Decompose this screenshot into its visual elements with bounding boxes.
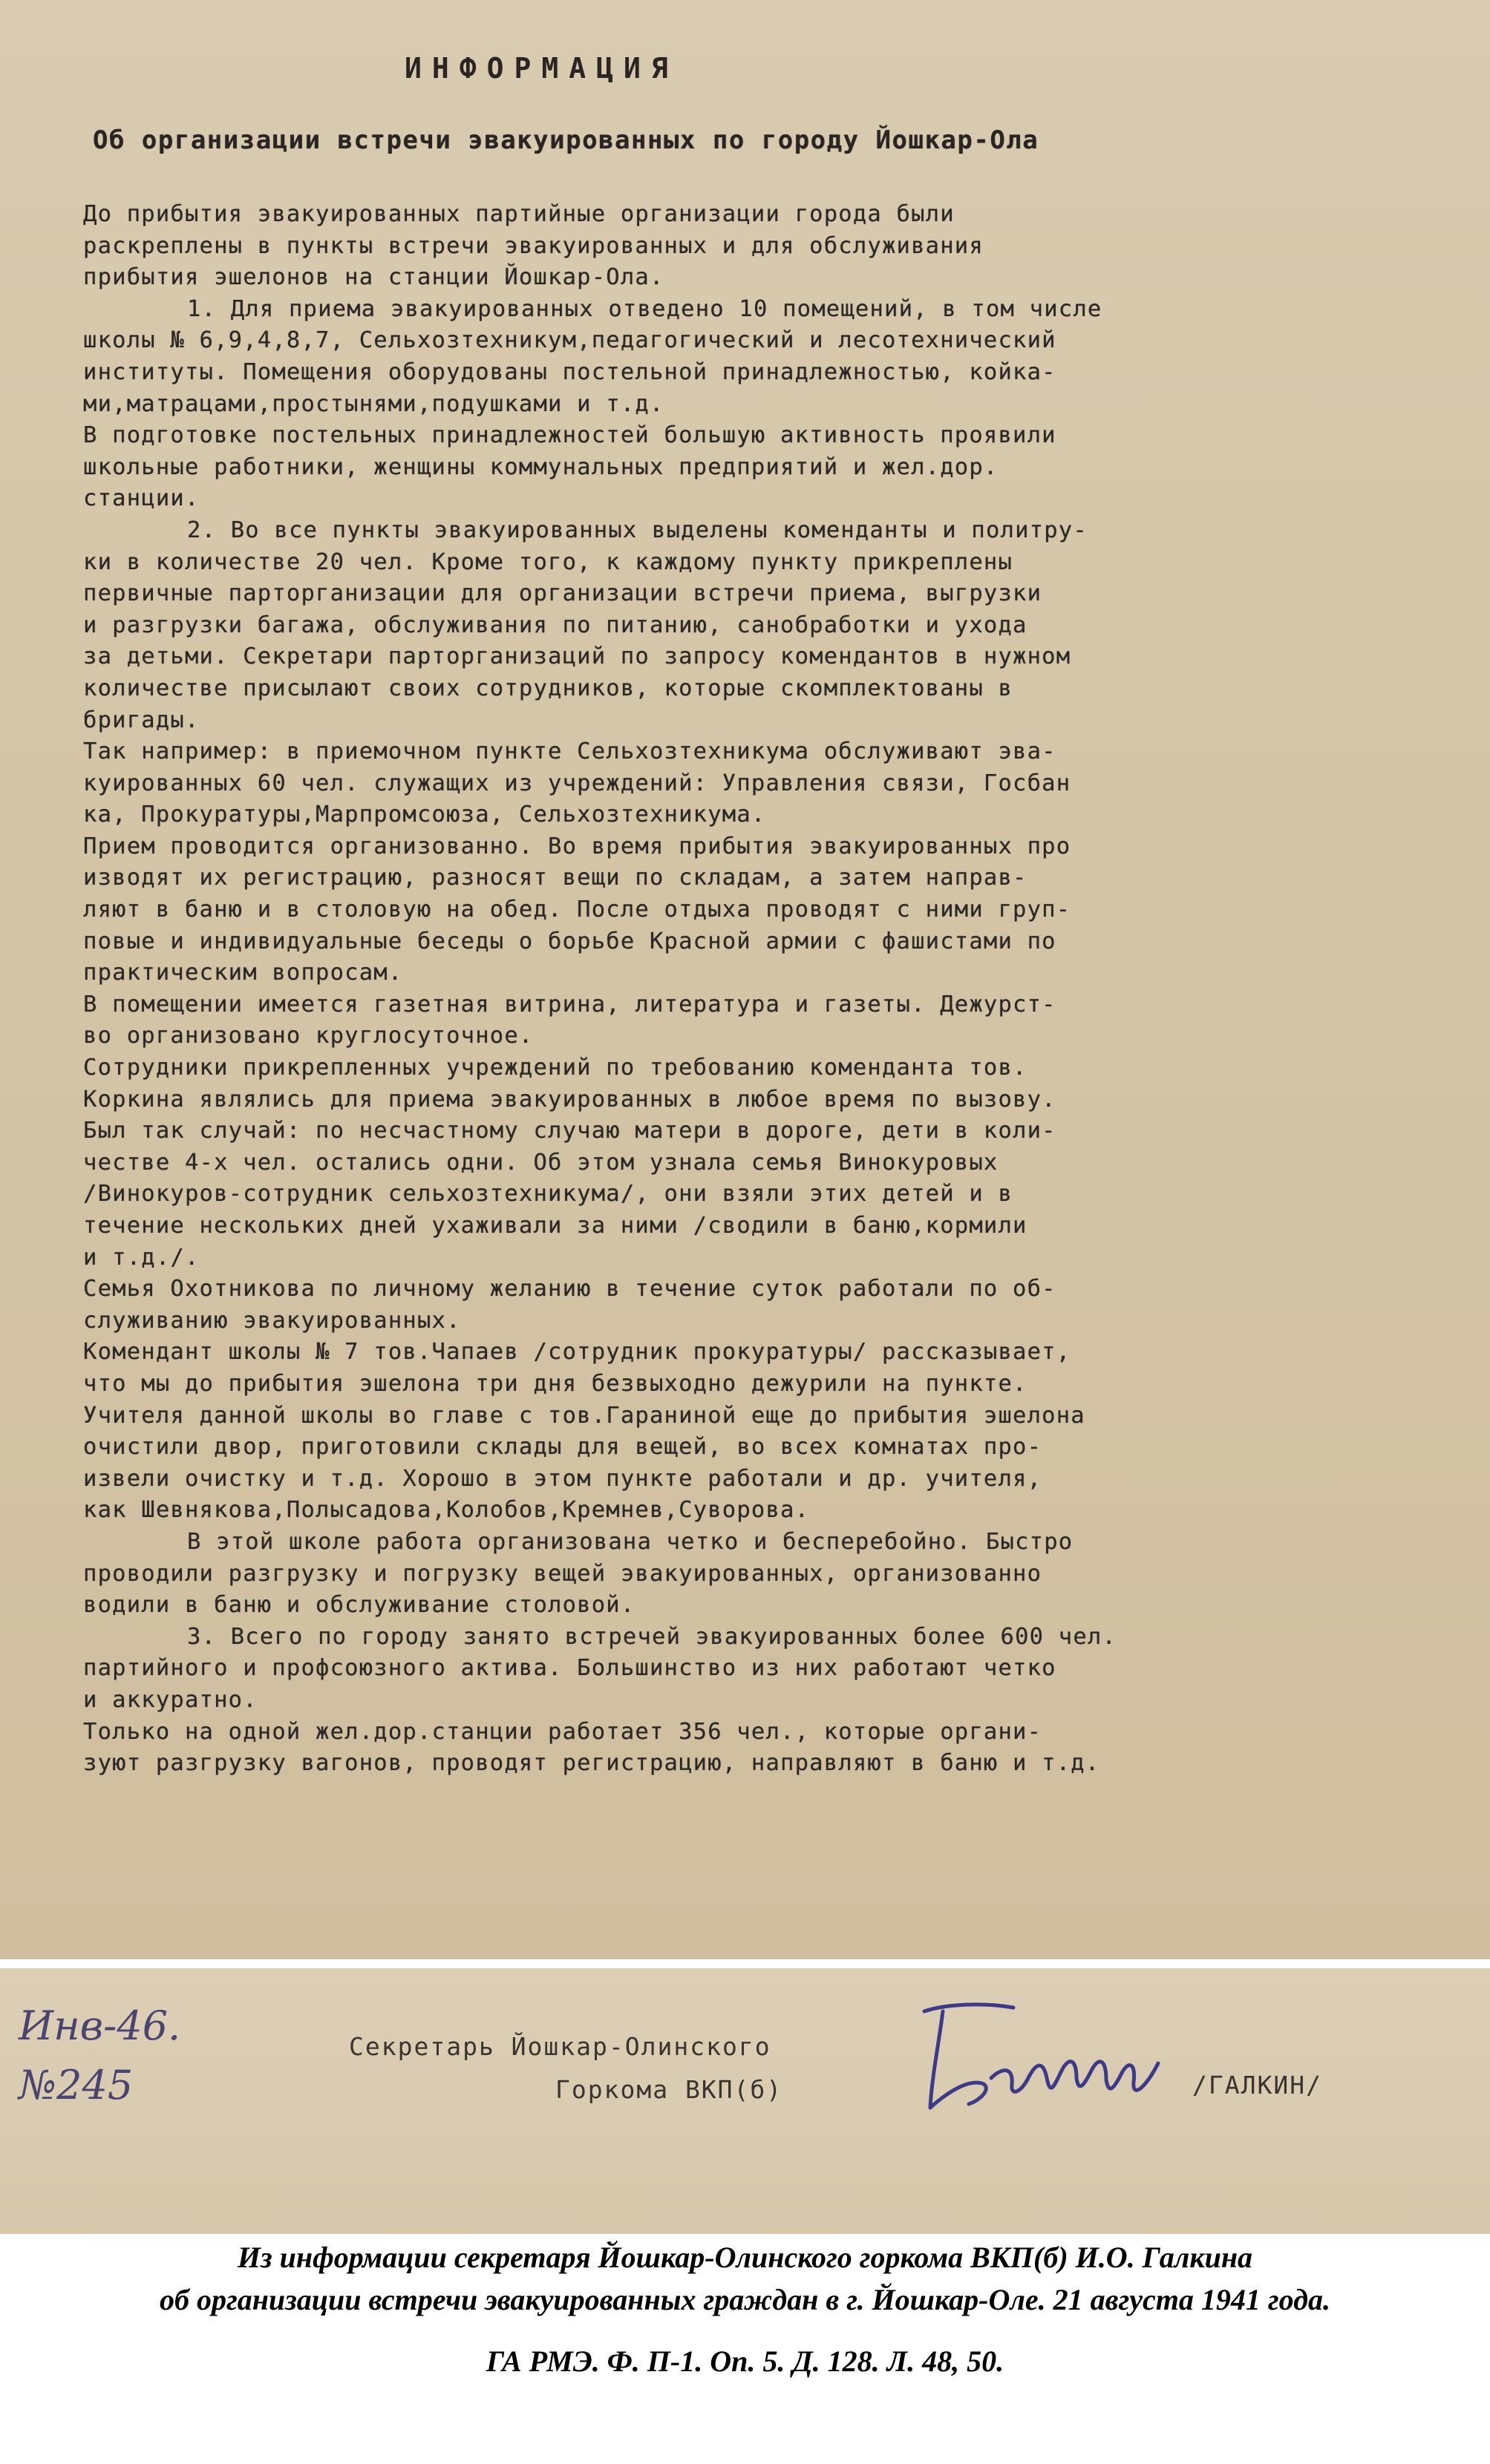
document-line: Сотрудники прикрепленных учреждений по требованию коменданта тов. xyxy=(83,1055,1027,1081)
document-line: ми,матрацами,простынями,подушками и т.д. xyxy=(83,390,664,417)
caption-line-1: Из информации секретаря Йошкар-Олинского горкома ВКП(б) И.О. Галкина xyxy=(237,2241,1253,2274)
page-separator xyxy=(0,1959,1490,1968)
document-line: ки в количестве 20 чел. Кроме того, к каждому пункту прикреплены xyxy=(83,548,1013,575)
document-line: количестве присылают своих сотрудников, которые скомплектованы в xyxy=(83,675,1013,701)
document-line: 3. Всего по городу занято встречей эвакуированных более 600 чел. xyxy=(187,1623,1117,1650)
document-line: До прибытия эвакуированных партийные организации города были xyxy=(83,201,955,227)
document-line: изводят их регистрацию, разносят вещи по складам, а затем направ- xyxy=(83,865,1027,891)
document-line: проводили разгрузку и погрузку вещей эвакуированных, организованно xyxy=(83,1560,1042,1587)
document-line: Только на одной жел.дор.станции работает 356 чел., которые органи- xyxy=(83,1718,1042,1745)
caption-archive-reference: ГА РМЭ. Ф. П-1. Оп. 5. Д. 128. Л. 48, 50. xyxy=(486,2345,1004,2378)
document-line: 2. Во все пункты эвакуированных выделены коменданты и политру- xyxy=(187,517,1088,543)
document-line: станции. xyxy=(83,485,200,512)
document-line: Комендант школы № 7 тов.Чапаев /сотрудник прокуратуры/ рассказывает, xyxy=(83,1339,1071,1366)
document-title: ИНФОРМАЦИЯ xyxy=(405,52,679,85)
document-line: во организовано круглосуточное. xyxy=(83,1023,534,1049)
document-line: Коркина являлись для приема эвакуированных в любое время по вызову. xyxy=(83,1086,1056,1113)
handwritten-signature xyxy=(902,1996,1214,2123)
document-line: куированных 60 чел. служащих из учреждений: Управления связи, Госбан xyxy=(83,770,1071,796)
handnote-line-1: Инв-46. xyxy=(19,2002,181,2049)
document-line: и аккуратно. xyxy=(83,1686,258,1713)
document-line: честве 4-х чел. остались одни. Об этом узнала семья Винокуровых xyxy=(83,1149,999,1176)
handwritten-archive-note xyxy=(19,1996,180,2115)
document-line: Семья Охотникова по личному желанию в течение суток работали по об- xyxy=(83,1276,1056,1303)
document-line: бригады. xyxy=(83,707,200,733)
document-line: В подготовке постельных принадлежностей большую активность проявили xyxy=(83,422,1056,449)
document-body xyxy=(83,199,1117,1780)
document-line: очистили двор, приготовили склады для вещей, во всех комнатах про- xyxy=(83,1434,1042,1461)
signatory-position-line-1: Секретарь Йошкар-Олинского xyxy=(349,2032,771,2061)
document-line: извели очистку и т.д. Хорошо в этом пункте работали и др. учителя, xyxy=(83,1465,1042,1492)
document-line: школьные работники, женщины коммунальных предприятий и жел.дор. xyxy=(83,453,999,480)
document-line: прибытия эшелонов на станции Йошкар-Ола. xyxy=(83,264,664,291)
document-line: ляют в баню и в столовую на обед. После отдыха проводят с ними груп- xyxy=(83,897,1071,923)
document-line: за детьми. Секретари парторганизаций по запросу комендантов в нужном xyxy=(83,643,1071,670)
document-line: 1. Для приема эвакуированных отведено 10 помещений, в том числе xyxy=(187,295,1102,322)
document-line: школы № 6,9,4,8,7, Сельхозтехникум,педагогический и лесотехнический xyxy=(83,327,1056,354)
document-line: раскреплены в пункты встречи эвакуированных и для обслуживания xyxy=(83,232,984,259)
signatory-name: /ГАЛКИН/ xyxy=(1192,2071,1322,2100)
document-line: практическим вопросам. xyxy=(83,960,403,986)
document-line: как Шевнякова,Полысадова,Колобов,Кремнев,Суворова. xyxy=(83,1497,810,1524)
document-line: водили в баню и обслуживание столовой. xyxy=(83,1592,635,1619)
document-line: Так например: в приемочном пункте Сельхозтехникума обслуживают эва- xyxy=(83,738,1056,765)
document-line: и т.д./. xyxy=(83,1244,200,1271)
signatory-position-line-2: Горкома ВКП(б) xyxy=(555,2075,783,2104)
document-line: В этой школе работа организована четко и бесперебойно. Быстро xyxy=(187,1528,1074,1555)
document-line: В помещении имеется газетная витрина, литература и газеты. Дежурст- xyxy=(83,991,1056,1018)
document-line: партийного и профсоюзного актива. Большинство из них работают четко xyxy=(83,1655,1056,1682)
document-line: первичные парторганизации для организации встречи приема, выгрузки xyxy=(83,580,1042,607)
document-line: /Винокуров-сотрудник сельхозтехникума/, они взяли этих детей и в xyxy=(83,1181,1013,1208)
caption-line-2: об организации встречи эвакуированных граждан в г. Йошкар-Оле. 21 августа 1941 года. xyxy=(160,2283,1330,2316)
document-line: что мы до прибытия эшелона три дня безвыходно дежурили на пункте. xyxy=(83,1370,1027,1397)
document-line: повые и индивидуальные беседы о борьбе Красной армии с фашистами по xyxy=(83,928,1056,954)
document-line: Учителя данной школы во главе с тов.Гараниной еще до прибытия эшелона xyxy=(83,1402,1085,1429)
document-line: течение нескольких дней ухаживали за ними /сводили в баню,кормили xyxy=(83,1213,1027,1239)
document-line: зуют разгрузку вагонов, проводят регистрацию, направляют в баню и т.д. xyxy=(83,1750,1100,1777)
document-line: Был так случай: по несчастному случаю матери в дороге, дети в коли- xyxy=(83,1118,1056,1144)
document-line: и разгрузки багажа, обслуживания по питанию, санобработки и ухода xyxy=(83,612,1027,638)
document-line: Прием проводится организованно. Во время прибытия эвакуированных про xyxy=(83,833,1071,859)
document-subtitle: Об организации встречи эвакуированных по городу Йошкар-Ола xyxy=(93,125,1039,155)
document-line: институты. Помещения оборудованы постельной принадлежностью, койка- xyxy=(83,358,1056,385)
document-line: служиванию эвакуированных. xyxy=(83,1307,461,1334)
handnote-line-2: №245 xyxy=(19,2062,134,2109)
document-line: ка, Прокуратуры,Марпромсоюза, Сельхозтехникума. xyxy=(83,802,766,828)
